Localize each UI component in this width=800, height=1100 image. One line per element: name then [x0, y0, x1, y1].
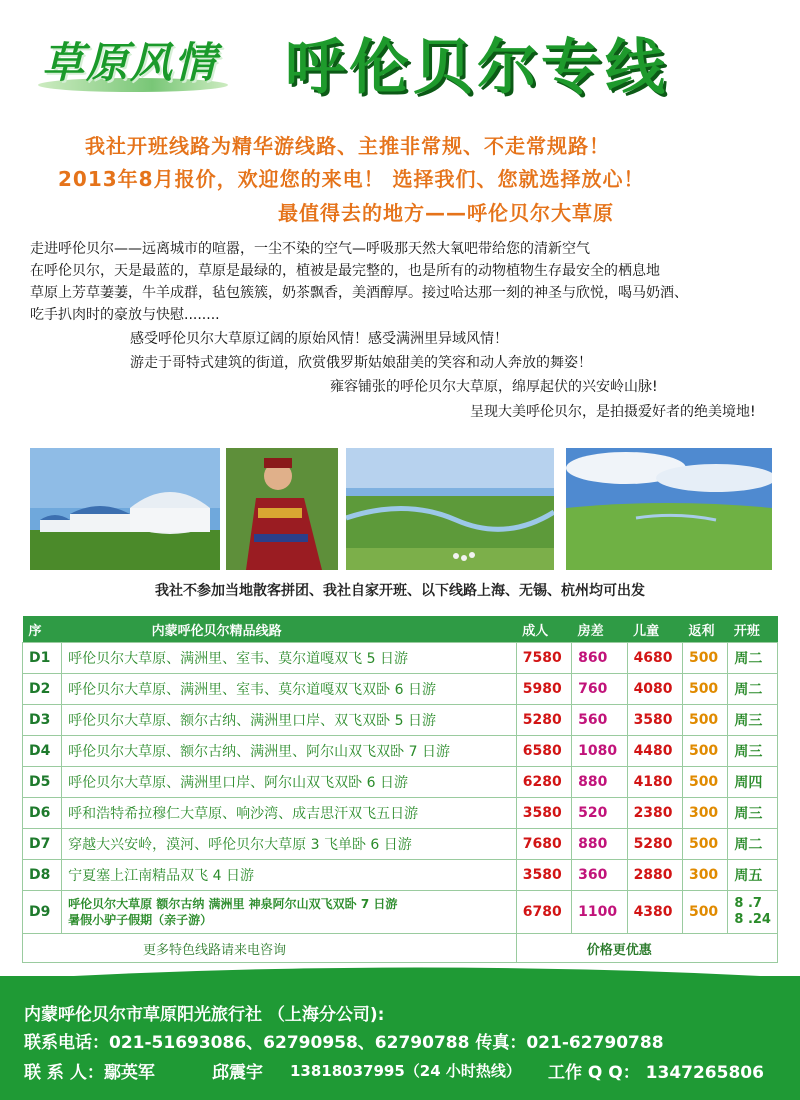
col-header: 内蒙呼伦贝尔精品线路: [62, 616, 517, 643]
child-price: 5280: [627, 829, 682, 860]
route-code: D3: [23, 705, 62, 736]
col-header: 开班: [728, 616, 778, 643]
table-row: [23, 798, 778, 829]
table-row: [23, 643, 778, 674]
route-table: [22, 616, 778, 963]
child-price: 4080: [627, 674, 682, 705]
depart-day: 周三: [728, 736, 778, 767]
room-diff: 520: [572, 798, 627, 829]
photo-river: [346, 448, 554, 570]
contact-person: 联 系 人：鄢英军: [24, 1063, 155, 1083]
col-header: 返利: [682, 616, 727, 643]
route-code: D1: [23, 643, 62, 674]
intro-block: [30, 238, 688, 326]
child-price: 4680: [627, 643, 682, 674]
table-header-row: [23, 616, 778, 643]
route-code: D9: [23, 891, 62, 934]
rebate: 500: [682, 767, 727, 798]
intro-line: 呈现大美呼伦贝尔，是拍摄爱好者的绝美境地!: [470, 404, 756, 420]
rebate: 500: [682, 674, 727, 705]
child-price: 2880: [627, 860, 682, 891]
rebate: 500: [682, 829, 727, 860]
route-name: 宁夏塞上江南精品双飞 4 日游: [62, 860, 517, 891]
route-code: D4: [23, 736, 62, 767]
col-header: 序: [23, 616, 62, 643]
route-name: 呼和浩特希拉穆仁大草原、响沙湾、成吉思汗双飞五日游: [62, 798, 517, 829]
route-name-line2: 暑假小驴子假期（亲子游）: [68, 913, 213, 927]
rebate: 500: [682, 643, 727, 674]
child-price: 2380: [627, 798, 682, 829]
adult-price: 5980: [516, 674, 571, 705]
adult-price: 6280: [516, 767, 571, 798]
photo-grassland: [566, 448, 772, 570]
intro-line: 雍容铺张的呼伦贝尔大草原，绵厚起伏的兴安岭山脉!: [330, 379, 658, 395]
adult-price: 6780: [516, 891, 571, 934]
rebate: 300: [682, 860, 727, 891]
room-diff: 1080: [572, 736, 627, 767]
table-row: [23, 860, 778, 891]
route-code: D7: [23, 829, 62, 860]
depart-day: 周二: [728, 643, 778, 674]
rebate: 300: [682, 798, 727, 829]
intro-line: 在呼伦贝尔，天是最蓝的，草原是最绿的，植被是最完整的，也是所有的动物植物生存最安全的栖息地: [30, 263, 660, 279]
adult-price: 7680: [516, 829, 571, 860]
intro-line: 草原上芳草萋萋，牛羊成群，毡包簇簇，奶茶飘香，美酒醇厚。接过哈达那一刻的神圣与欣悦，喝马奶酒、: [30, 285, 688, 301]
route-name: 呼伦贝尔大草原、满洲里、室韦、莫尔道嘎双飞 5 日游: [62, 643, 517, 674]
route-name: 呼伦贝尔大草原、额尔古纳、满洲里口岸、双飞双卧 5 日游: [62, 705, 517, 736]
slogan-3: 最值得去的地方——呼伦贝尔大草原: [278, 201, 614, 225]
room-diff: 760: [572, 674, 627, 705]
intro-line: 游走于哥特式建筑的街道，欣赏俄罗斯姑娘甜美的笑容和动人奔放的舞姿！: [130, 355, 592, 371]
route-name: 呼伦贝尔大草原、满洲里、室韦、莫尔道嘎双飞双卧 6 日游: [62, 674, 517, 705]
depart-day: 周三: [728, 705, 778, 736]
depart-dates: [728, 891, 778, 934]
table-row: [23, 705, 778, 736]
mobile-number: 13818037995（24 小时热线）: [290, 1062, 521, 1080]
adult-price: 6580: [516, 736, 571, 767]
intro-line: 感受呼伦贝尔大草原辽阔的原始风情！感受满洲里异域风情！: [130, 331, 508, 347]
table-row: [23, 891, 778, 934]
child-price: 4480: [627, 736, 682, 767]
child-price: 4380: [627, 891, 682, 934]
room-diff: 560: [572, 705, 627, 736]
route-code: D5: [23, 767, 62, 798]
rebate: 500: [682, 891, 727, 934]
route-name: 穿越大兴安岭，漠河、呼伦贝尔大草原 3 飞单卧 6 日游: [62, 829, 517, 860]
adult-price: 5280: [516, 705, 571, 736]
route-name: [62, 891, 517, 934]
better-price-note: 价格更优惠: [516, 934, 777, 963]
depart-day: 周四: [728, 767, 778, 798]
logo-text: 草原风情: [42, 38, 219, 87]
route-name-line1: 呼伦贝尔大草原 额尔古纳 满洲里 神泉阿尔山双飞双卧 7 日游: [68, 897, 398, 911]
adult-price: 3580: [516, 860, 571, 891]
route-name: 呼伦贝尔大草原、额尔古纳、满洲里、阿尔山双飞双卧 7 日游: [62, 736, 517, 767]
contact-person-2: 邱震宇: [212, 1063, 263, 1083]
rebate: 500: [682, 736, 727, 767]
qq-number: 工作 Q Q： 1347265806: [548, 1063, 764, 1083]
depart-day: 周二: [728, 674, 778, 705]
intro-line: 吃手扒肉时的豪放与快慰........: [30, 307, 220, 323]
departure-note: 我社不参加当地散客拼团、我社自家开班、以下线路上海、无锡、杭州均可出发: [155, 583, 645, 599]
col-header: 房差: [572, 616, 627, 643]
route-code: D8: [23, 860, 62, 891]
table-row: [23, 674, 778, 705]
room-diff: 880: [572, 767, 627, 798]
room-diff: 880: [572, 829, 627, 860]
col-header: 成人: [516, 616, 571, 643]
more-routes-note: 更多特色线路请来电咨询: [23, 934, 517, 963]
intro-line: 走进呼伦贝尔——远离城市的喧嚣，一尘不染的空气—呼吸那天然大氧吧带给您的清新空气: [30, 241, 590, 257]
room-diff: 360: [572, 860, 627, 891]
child-price: 4180: [627, 767, 682, 798]
slogan-1: 我社开班线路为精华游线路、主推非常规、不走常规路！: [85, 134, 610, 158]
logo: [28, 22, 238, 100]
table-row: [23, 767, 778, 798]
depart-day: 周三: [728, 798, 778, 829]
table-footer-row: [23, 934, 778, 963]
child-price: 3580: [627, 705, 682, 736]
depart-date: 8 .24: [734, 912, 771, 927]
contact-footer: [0, 976, 800, 1100]
adult-price: 3580: [516, 798, 571, 829]
page-title: 呼伦贝尔专线: [285, 33, 669, 103]
table-row: [23, 829, 778, 860]
company-name: 内蒙呼伦贝尔市草原阳光旅行社 （上海分公司):: [24, 1005, 385, 1025]
rebate: 500: [682, 705, 727, 736]
slogan-2: 2013年8月报价，欢迎您的来电！ 选择我们、您就选择放心！: [58, 167, 645, 191]
table-row: [23, 736, 778, 767]
depart-day: 周二: [728, 829, 778, 860]
phone-line: 联系电话：021-51693086、62790958、62790788 传真：021-62790788: [24, 1033, 664, 1053]
depart-date: 8 .7: [734, 896, 762, 911]
route-name: 呼伦贝尔大草原、满洲里口岸、阿尔山双飞双卧 6 日游: [62, 767, 517, 798]
depart-day: 周五: [728, 860, 778, 891]
room-diff: 860: [572, 643, 627, 674]
col-header: 儿童: [627, 616, 682, 643]
adult-price: 7580: [516, 643, 571, 674]
route-code: D6: [23, 798, 62, 829]
route-code: D2: [23, 674, 62, 705]
room-diff: 1100: [572, 891, 627, 934]
photo-dancer: [226, 448, 338, 570]
photo-yurts: [30, 448, 220, 570]
